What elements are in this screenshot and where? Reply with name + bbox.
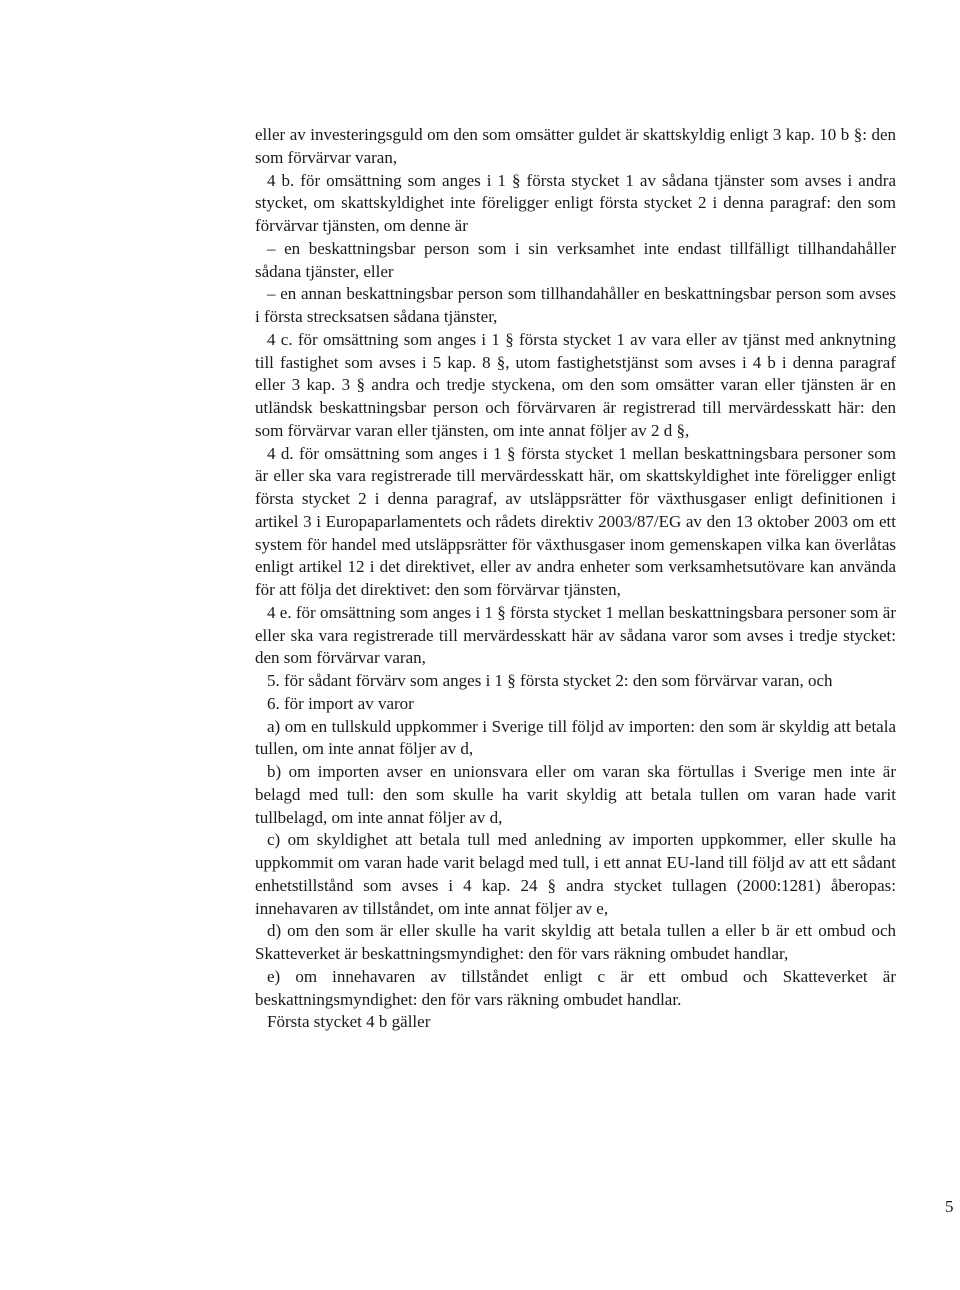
- paragraph-item-6a: a) om en tullskuld uppkommer i Sverige till följd av importen: den som är skyldig att betala tullen, om inte annat följer av d,: [255, 716, 896, 759]
- paragraph-item-4d: 4 d. för omsättning som anges i 1 § första stycket 1 mellan beskattningsbara personer som är eller ska vara registrerade till mervärdesskatt här, om skattskyldighet inte föreligger enligt första stycket 2 i denna paragraf, av utsläppsrätter för växthusgaser enligt definitionen i artikel 3 i Europaparlamentets och rådets direktiv 2003/87/EG av den 13 oktober 2003 om ett system för handel med utsläppsrätter för växthusgaser inom gemenskapen vilka kan överlåtas enligt artikel 12 i det direktivet, eller av andra enheter som verksamhetsutövare kan använda för att följa det direktivet: den som förvärvar tjänsten,: [255, 443, 896, 599]
- paragraph-item-6b: b) om importen avser en unionsvara eller om varan ska förtullas i Sverige men inte är belagd med tull: den som skulle ha varit skyldig att betala tullen om varan hade varit tullbelagd, om inte annat följer av d,: [255, 762, 896, 827]
- paragraph-dash-2: – en annan beskattningsbar person som tillhandahåller en beskattningsbar person som avses i första strecksatsen sådana tjänster,: [255, 284, 896, 326]
- paragraph-item-4e: 4 e. för omsättning som anges i 1 § första stycket 1 mellan beskattningsbara personer som är eller ska vara registrerade till mervärdesskatt här av sådana varor som avses i tredje stycket: den som förvärvar varan,: [255, 602, 896, 668]
- paragraph-item-6: 6. för import av varor: [267, 693, 414, 713]
- paragraph-item-5: 5. för sådant förvärv som anges i 1 § första stycket 2: den som förvärvar varan, och: [267, 671, 833, 690]
- paragraph-closing: Första stycket 4 b gäller: [267, 1012, 431, 1032]
- paragraph-item-4b: 4 b. för omsättning som anges i 1 § första stycket 1 av sådana tjänster som avses i andra stycket, om skattskyldighet inte föreligger enligt första stycket 2 i denna paragraf: den som förvärvar tjänsten, om denne är: [255, 170, 896, 235]
- paragraph-dash-1: – en beskattningsbar person som i sin verksamhet inte endast tillfälligt tillhandahåller sådana tjänster, eller: [255, 238, 896, 281]
- paragraph-item-6d: d) om den som är eller skulle ha varit skyldig att betala tullen a eller b är ett ombud och Skatteverket är beskattningsmyndighet: den för vars räkning ombudet handlar,: [255, 921, 896, 963]
- paragraph-item-6c: c) om skyldighet att betala tull med anledning av importen uppkommer, eller skulle ha uppkommit om varan hade varit belagd med tull, i ett annat EU-land till följd av att ett sådant enhetstillstånd som avses i 4 kap. 24 § andra stycket tullagen (2000:1281) åberopas: innehavaren av tillståndet, om inte annat följer av e,: [255, 830, 896, 918]
- paragraph-item-4c: 4 c. för omsättning som anges i 1 § första stycket 1 av vara eller av tjänst med anknytning till fastighet som avses i 5 kap. 8 §, utom fastighetstjänst som avses i 4 b i denna paragraf eller 3 kap. 3 § andra och tredje styckena, om den som omsätter varan eller tjänsten är en utländsk beskattningsbar person och förvärvaren är registrerad till mervärdesskatt här: den som förvärvar varan eller tjänsten, om inte annat följer av 2 d §,: [255, 329, 896, 440]
- paragraph-item-6e: e) om innehavaren av tillståndet enligt c är ett ombud och Skatteverket är beskattningsmyndighet: den för vars räkning ombudet handlar.: [255, 966, 896, 1009]
- page-number: 5: [945, 1197, 954, 1216]
- paragraph-continuation: eller av investeringsguld om den som omsätter guldet är skattskyldig enligt 3 kap. 10 b §: den som förvärvar varan,: [255, 125, 896, 167]
- page-body: [255, 124, 896, 1034]
